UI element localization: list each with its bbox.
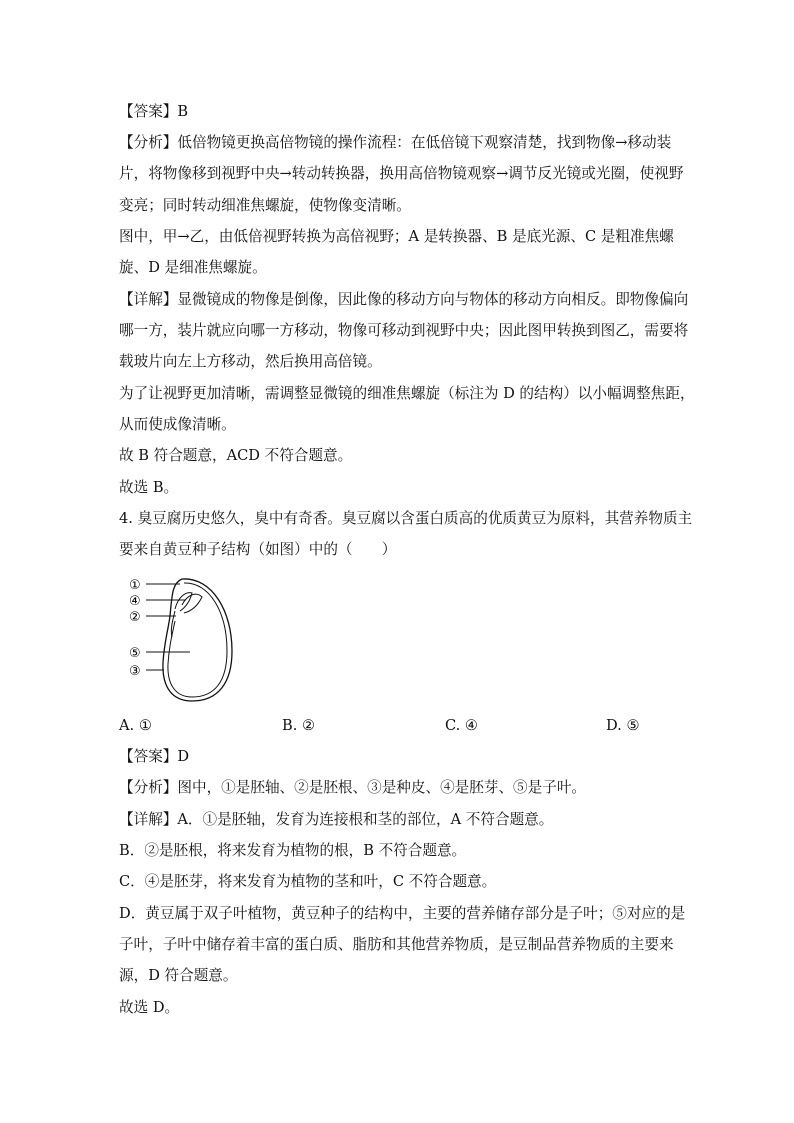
option-b: B. ②: [282, 717, 316, 734]
q3-analysis-line-3: 变亮；同时转动细准焦螺旋，使物像变清晰。: [119, 197, 411, 214]
q3-detail-line-1: 【详解】显微镜成的物像是倒像，因此像的移动方向与物体的移动方向相反。即物像偏向: [119, 291, 689, 308]
option-d: D. ⑤: [606, 717, 640, 734]
figure-label-5: ⑤: [129, 646, 141, 661]
q3-detail-line-2: 哪一方，装片就应向哪一方移动，物像可移动到视野中央；因此图甲转换到图乙，需要将: [119, 322, 689, 339]
figure-label-4: ④: [129, 594, 141, 609]
q4-detail-line-3: C．④是胚芽，将来发育为植物的茎和叶，C 不符合题意。: [119, 873, 497, 890]
q3-detail-line-6: 故 B 符合题意，ACD 不符合题意。: [119, 447, 353, 464]
figure-label-2: ②: [129, 610, 141, 625]
q4-detail-line-2: B．②是胚根，将来发育为植物的根，B 不符合题意。: [119, 842, 467, 859]
q4-stem-line-2: 要来自黄豆种子结构（如图）中的（ ）: [119, 541, 397, 558]
q4-answer: 【答案】D: [119, 748, 190, 765]
q3-analysis-line-4: 图中，甲→乙，由低倍视野转换为高倍视野；A 是转换器、B 是底光源、C 是粗准焦螺: [119, 228, 674, 245]
q3-detail-line-5: 从而使成像清晰。: [119, 416, 236, 433]
q3-detail-line-4: 为了让视野更加清晰，需调整显微镜的细准焦螺旋（标注为 D 的结构）以小幅调整焦距，: [119, 385, 695, 402]
q3-final-choice: 故选 B。: [119, 479, 179, 496]
q4-detail-line-5: 子叶，子叶中储存着丰富的蛋白质、脂肪和其他营养物质，是豆制品营养物质的主要来: [119, 936, 674, 953]
q4-final-choice: 故选 D。: [119, 999, 180, 1016]
soybean-seed-diagram: [120, 571, 240, 706]
option-a: A. ①: [119, 717, 152, 734]
q3-analysis-line-2: 片，将物像移到视野中央→转动转换器，换用高倍物镜观察→调节反光镜或光圈，使视野: [119, 165, 684, 182]
figure-label-3: ③: [129, 664, 141, 679]
q3-detail-line-3: 载玻片向左上方移动，然后换用高倍镜。: [119, 353, 382, 370]
q3-answer: 【答案】B: [119, 103, 189, 120]
q3-analysis-line-1: 【分析】低倍物镜更换高倍物镜的操作流程：在低倍镜下观察清楚，找到物像→移动装: [119, 134, 672, 151]
q4-stem-line-1: 4. 臭豆腐历史悠久，臭中有奇香。臭豆腐以含蛋白质高的优质黄豆为原料，其营养物质主: [119, 510, 693, 527]
q4-detail-line-1: 【详解】A．①是胚轴，发育为连接根和茎的部位，A 不符合题意。: [119, 811, 554, 828]
option-c: C. ④: [445, 717, 479, 734]
q3-analysis-line-5: 旋、D 是细准焦螺旋。: [119, 259, 267, 276]
q4-detail-line-4: D．黄豆属于双子叶植物，黄豆种子的结构中，主要的营养储存部分是子叶；⑤对应的是: [119, 905, 686, 922]
q4-detail-line-6: 源，D 符合题意。: [119, 967, 238, 984]
q4-analysis: 【分析】图中，①是胚轴、②是胚根、③是种皮、④是胚芽、⑤是子叶。: [119, 779, 587, 796]
figure-label-1: ①: [129, 578, 141, 593]
